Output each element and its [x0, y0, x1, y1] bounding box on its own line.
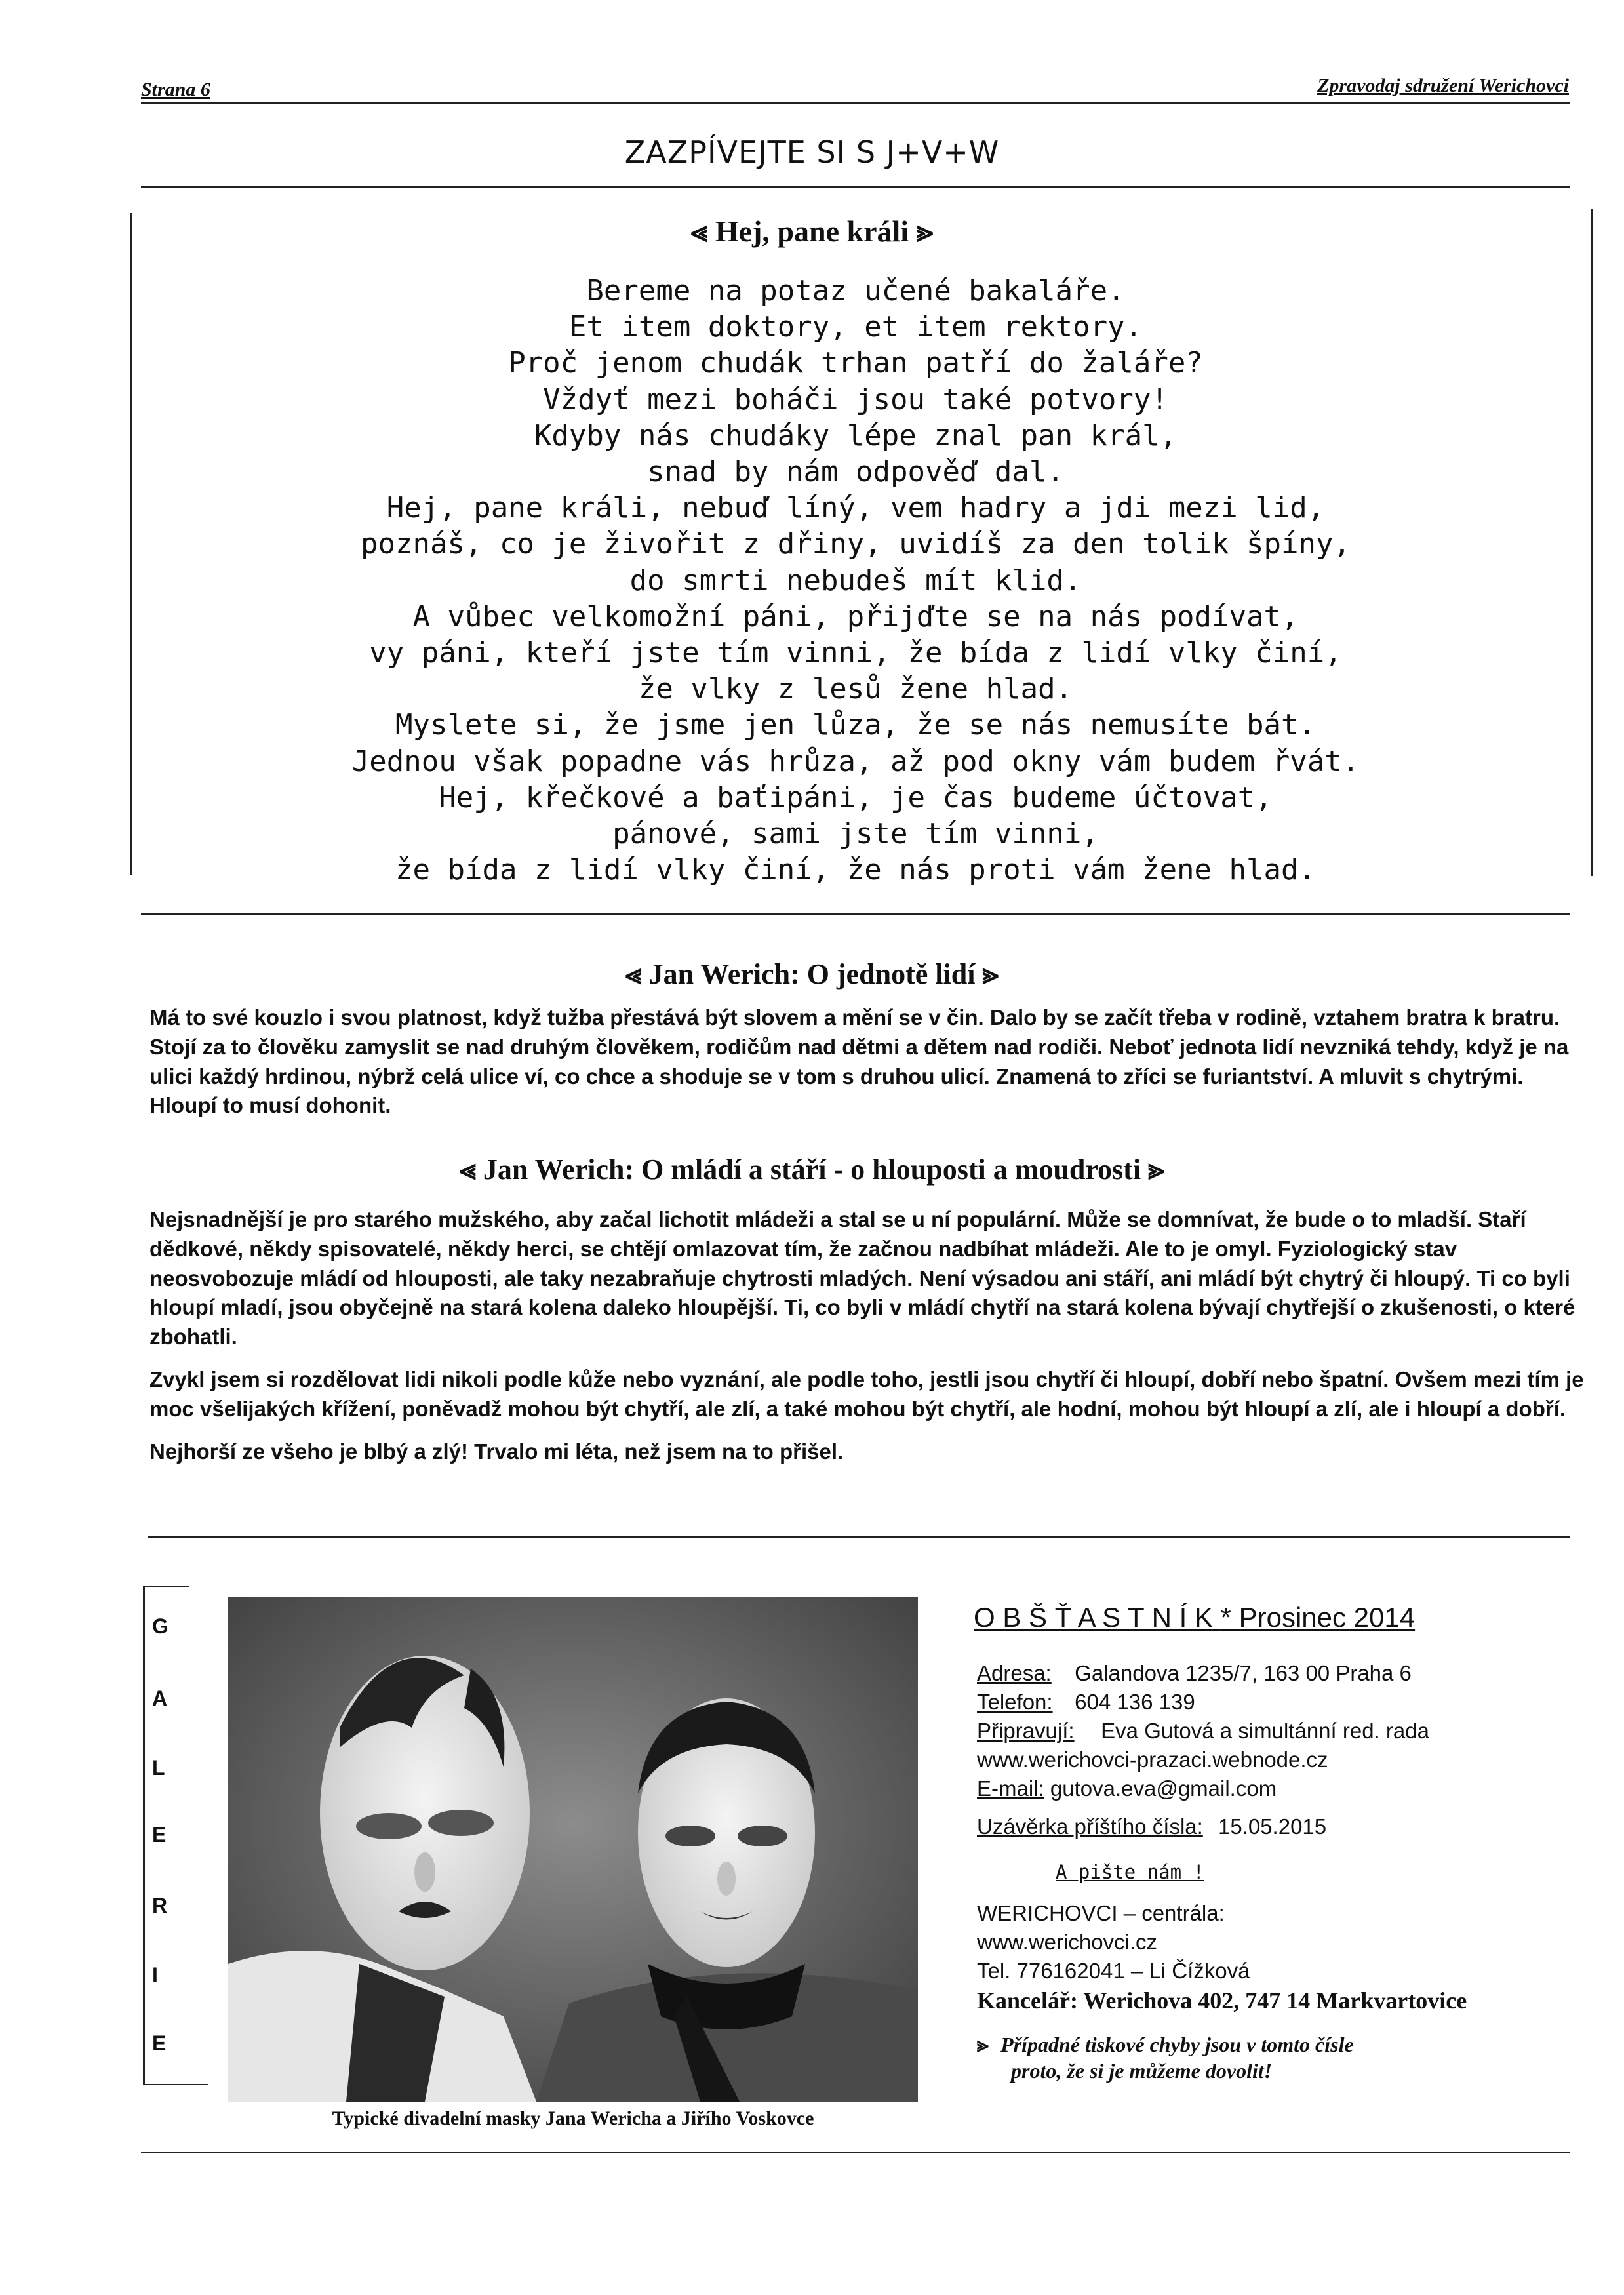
page-number: Strana 6 — [141, 79, 210, 100]
gallery-letter: E — [152, 2031, 167, 2055]
lyric-line: snad by nám odpověď dal. — [647, 455, 1064, 489]
website-link[interactable]: www.werichovci-prazaci.webnode.cz — [977, 1747, 1328, 1772]
gallery-photo — [228, 1597, 918, 2102]
song-title: ⪡ Hej, pane králi ⪢ — [690, 214, 934, 248]
publication-title: Zpravodaj sdružení Werichovci — [1317, 75, 1569, 96]
left-arrow-icon: ⪡ — [460, 1153, 476, 1186]
lyric-line: poznáš, co je živořit z dřiny, uvidíš za den tolik špíny, — [361, 527, 1351, 561]
song-left-rule — [130, 213, 132, 875]
theatre-masks-photo — [228, 1597, 918, 2102]
gallery-letter: A — [152, 1686, 168, 1710]
email-link[interactable]: gutova.eva@gmail.com — [1050, 1776, 1277, 1801]
contact-info — [977, 1659, 1580, 1841]
gallery-top-rule — [148, 1536, 1570, 1538]
article-paragraph: Nejsnadnější je pro starého mužského, aby začal lichotit mládeži a stal se u ní populární. Může se domnívat, že bude o to mladší. Staří dědkové, někdy spisovatelé, někdy herci, se chtějí omlazovat tím, že začnou nadbíhat mládeži. Ale to je omyl. Fyziologický stav neosvobozuje mládí od hlouposti, ale taky nezabraňuje chytrosti mladých. Není výsadou ani stáří, ani mládí být chytrý či hloupý. Ti co byli hloupí mladí, jsou obyčejně na stará kolena daleko hloupější. Ti, co byli v mládí chytří na stará kolena bývají chytřejší o zkušenosti, o které zbohatli. — [149, 1207, 1575, 1349]
right-arrow-icon: ⪢ — [916, 214, 934, 248]
song-bottom-rule — [141, 913, 1570, 915]
lyric-line: že vlky z lesů žene hlad. — [638, 672, 1073, 706]
left-arrow-icon: ⪡ — [625, 958, 642, 990]
lyric-line: Proč jenom chudák trhan patří do žaláře? — [508, 346, 1203, 380]
article-title-unity: ⪡ Jan Werich: O jednotě lidí ⪢ — [625, 958, 999, 990]
lyric-line: Jednou však popadne vás hrůza, až pod okny vám budem řvát. — [351, 744, 1360, 778]
arrow-right-icon: ⪢ — [977, 2033, 989, 2056]
gallery-letter: E — [152, 1823, 167, 1846]
lyric-line: Myslete si, že jsme jen lůza, že se nás nemusíte bát. — [395, 708, 1316, 742]
central-website-link[interactable]: www.werichovci.cz — [977, 1930, 1158, 1954]
lyric-line: do smrti nebudeš mít klid. — [629, 563, 1082, 597]
gallery-letter: L — [152, 1756, 165, 1780]
lyric-line: že bída z lidí vlky činí, že nás proti vám žene hlad. — [395, 853, 1316, 887]
article-paragraph: Má to své kouzlo i svou platnost, když tužba přestává být slovem a mění se v čin. Dalo by se začít třeba v rodině, vztahem bratra k bratru. Stojí za to člověku zamyslit se nad druhým člověkem, rodičům nad dětmi a dětem nad rodiči. Neboť jednota lidí nevzniká tehdy, když je na ulici každý hrdinou, nýbrž celá ulice ví, co chce a shoduje se v tom s druhou ulicí. Znamená to zříci se furiantství. A mluvit s chytrými. Hloupí to musí dohonit. — [149, 1005, 1569, 1118]
song-lyrics — [170, 273, 1541, 888]
gallery-bar-top — [143, 1586, 189, 1587]
lyric-line: pánové, sami jste tím vinni, — [612, 817, 1099, 851]
article-text-unity — [149, 1003, 1585, 1134]
left-arrow-icon: ⪡ — [690, 214, 708, 248]
typo-note: ⪢ Případné tiskové chyby jsou v tomto čísle proto, že si je můžeme dovolit! — [977, 2033, 1354, 2083]
article-title-youth-age: ⪡ Jan Werich: O mládí a stáří - o hlouposti a moudrosti ⪢ — [460, 1153, 1164, 1186]
lyric-line: Hej, křečkové a baťipáni, je čas budeme účtovat, — [439, 780, 1273, 814]
photo-caption: Typické divadelní masky Jana Wericha a Jiřího Voskovce — [332, 2107, 814, 2129]
address-row: Adresa: Galandova 1235/7, 163 00 Praha 6 — [977, 1661, 1412, 1685]
gallery-letter: I — [152, 1963, 158, 1987]
lyric-line: Hej, pane králi, nebuď líný, vem hadry a jdi mezi lid, — [386, 491, 1325, 525]
gallery-left-bar — [143, 1586, 145, 2085]
central-label: WERICHOVCI – centrála: — [977, 1901, 1225, 1925]
lyric-line: Vždyť mezi boháči jsou také potvory! — [543, 382, 1168, 416]
central-phone: Tel. 776162041 – Li Čížková — [977, 1959, 1250, 1983]
write-us-note: A pište nám ! — [1056, 1861, 1204, 1883]
article-paragraph: Zvykl jsem si rozdělovat lidi nikoli podle kůže nebo vyznání, ale podle toho, jestli jsou chytří či hloupí, dobří nebo špatní. Ovšem mezi tím je moc všelijakých křížení, poněvadž mohou být chytří, ale zlí, a také mohou být chytří, ale hodní, mohou být hloupí a zlí, ale i hloupí a dobří. — [149, 1367, 1584, 1421]
deadline-row: Uzávěrka příštího čísla: 15.05.2015 — [977, 1814, 1327, 1839]
gallery-letter: R — [152, 1894, 168, 1917]
article-paragraph: Nejhorší ze všeho je blbý a zlý! Trvalo mi léta, než jsem na to přišel. — [149, 1439, 844, 1464]
newsletter-title: O B Š Ť A S T N Í K * Prosinec 2014 — [974, 1602, 1416, 1633]
gallery-bar-bottom — [143, 2084, 208, 2085]
central-info — [977, 1899, 1580, 1986]
lyric-line: A vůbec velkomožní páni, přijďte se na nás podívat, — [412, 599, 1299, 633]
song-top-rule — [141, 186, 1570, 188]
footer-rule — [141, 2152, 1570, 2153]
gallery-letter: G — [152, 1614, 168, 1638]
song-section-title: ZAZPÍVEJTE SI S J+V+W — [624, 134, 1000, 170]
article-text-youth-age — [149, 1205, 1585, 1479]
right-arrow-icon: ⪢ — [982, 958, 999, 990]
right-arrow-icon: ⪢ — [1148, 1153, 1164, 1186]
office-address: Kancelář: Werichova 402, 747 14 Markvartovice — [977, 1987, 1467, 2014]
prepared-by-row: Připravují: Eva Gutová a simultánní red. rada — [977, 1719, 1429, 1743]
lyric-line: Bereme na potaz učené bakaláře. — [586, 274, 1125, 308]
header-rule — [141, 102, 1570, 104]
lyric-line: Et item doktory, et item rektory. — [568, 310, 1143, 344]
song-right-rule — [1591, 209, 1593, 876]
lyric-line: Kdyby nás chudáky lépe znal pan král, — [534, 418, 1178, 452]
email-row: E-mail: gutova.eva@gmail.com — [977, 1776, 1277, 1801]
phone-row: Telefon: 604 136 139 — [977, 1690, 1195, 1714]
lyric-line: vy páni, kteří jste tím vinni, že bída z lidí vlky činí, — [369, 636, 1342, 670]
